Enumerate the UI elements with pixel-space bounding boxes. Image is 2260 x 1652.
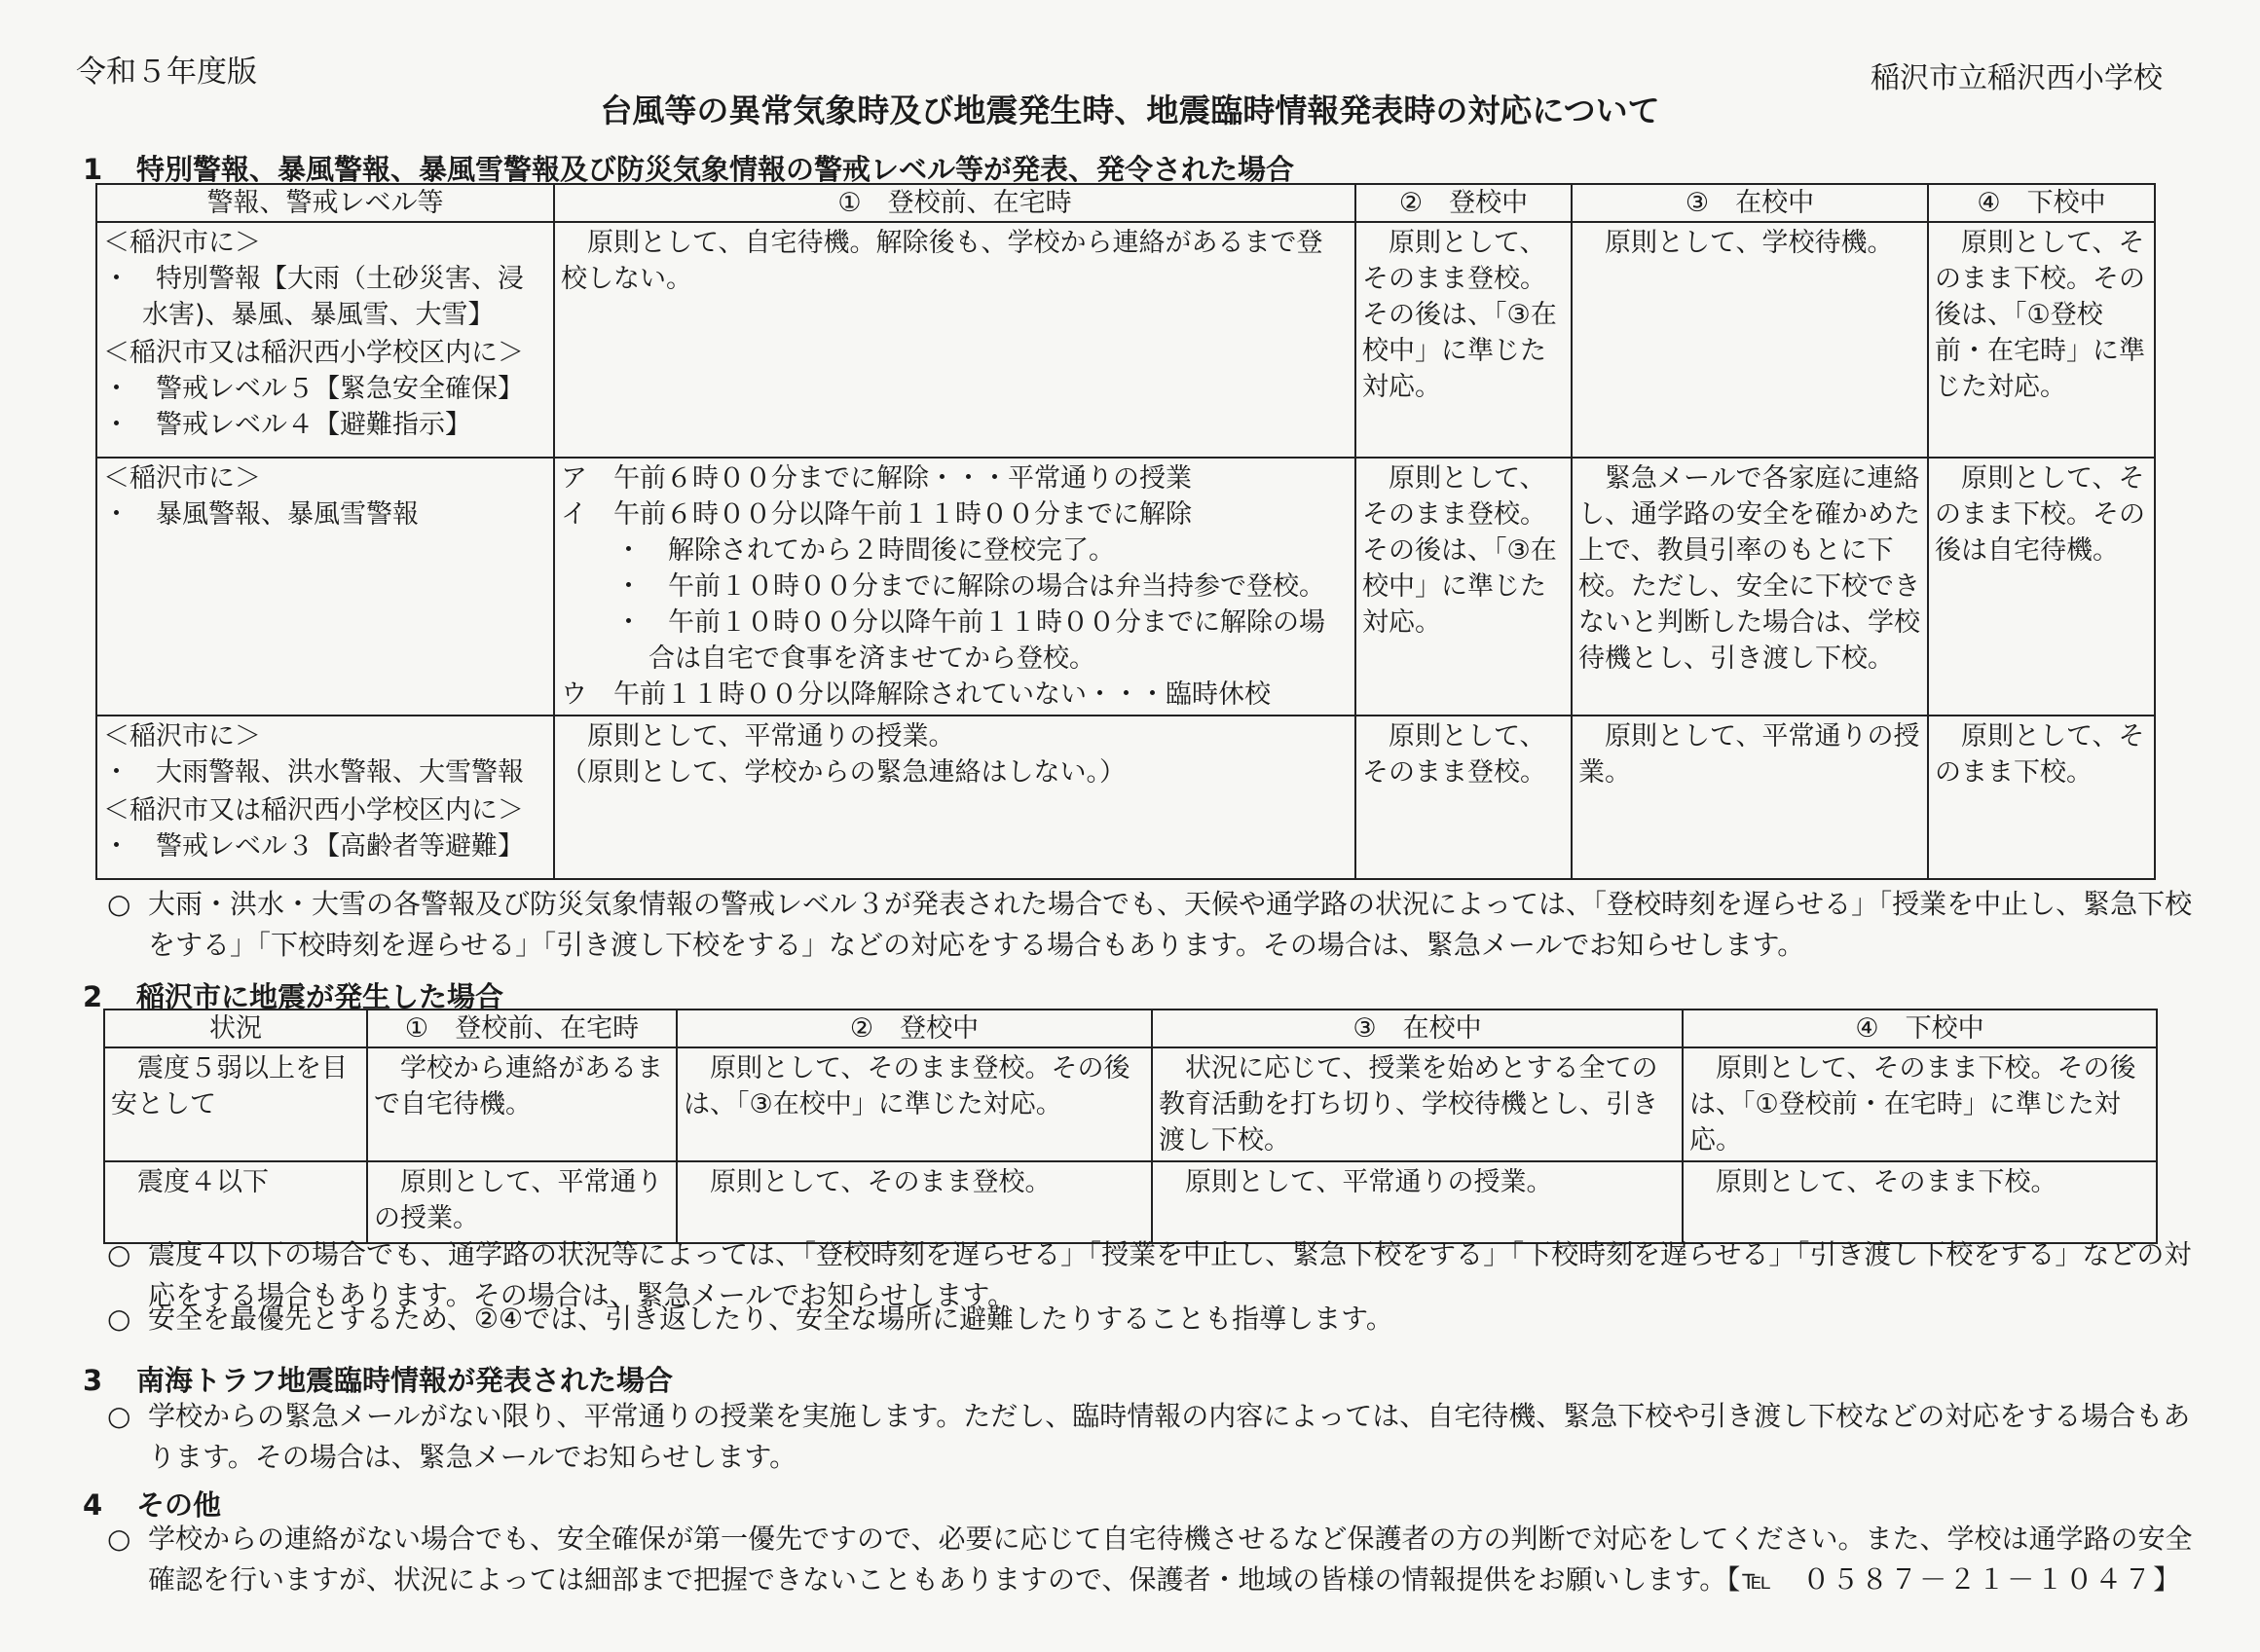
response-cell: 原則として、平常通りの授業。 [1152,1161,1683,1243]
response-cell: 原則として、平常通りの授業。 [367,1161,677,1243]
response-subitem: ・ 午前１０時００分までに解除の場合は弁当持参で登校。 [615,571,1325,602]
response-cell: 原則として、そのまま登校。その後は、「③在校中」に準じた対応。 [1355,222,1572,458]
response-cell: 原則として、そのまま登校。その後は、「③在校中」に準じた対応。 [1355,458,1572,716]
section2-number: 2 [83,980,103,1013]
table-row [96,716,2155,879]
col-header-going-home: ④ 下校中 [1928,184,2155,222]
section3-title: 南海トラフ地震臨時情報が発表された場合 [136,1364,674,1397]
earthquake-table [103,1009,2158,1244]
area-label: ＜稲沢市に＞ [103,721,261,752]
response-cell: 原則として、そのまま下校。 [1683,1161,2157,1243]
warning-item: ・ 暴風警報、暴風雪警報 [103,499,419,530]
table-row [96,458,2155,716]
section1-note [107,884,2212,966]
warning-item: ・ 警戒レベル３【高齢者等避難】 [103,831,524,862]
response-cell [554,458,1355,716]
table-row [104,1161,2157,1243]
response-cell: 原則として、そのまま下校。その後は、「①登校前・在宅時」に準じた対応。 [1683,1047,2157,1161]
response-cell: 原則として、そのまま下校。その後は、「①登校前・在宅時」に準じた対応。 [1928,222,2155,458]
section3-heading [83,1359,673,1399]
earthquake-table-header [104,1010,2157,1047]
response-cell: 緊急メールで各家庭に連絡し、通学路の安全を確かめた上で、教員引率のもとに下校。ただし、安全に下校できないと判断した場合は、学校待機とし、引き渡し下校。 [1572,458,1928,716]
response-subitem: ・ 解除されてから２時間後に登校完了。 [615,535,1115,566]
edition-label: 令和５年度版 [76,55,257,90]
response-item: ア 午前６時００分までに解除・・・平常通りの授業 [561,463,1192,494]
section3-number: 3 [83,1364,103,1397]
area-label: ＜稲沢市又は稲沢西小学校区内に＞ [103,338,524,368]
response-cell: 原則として、学校待機。 [1572,222,1928,458]
response-item: イ 午前６時００分以降午前１１時００分までに解除 [561,499,1192,530]
col-header-going-home: ④ 下校中 [1683,1010,2157,1047]
response-cell: 原則として、そのまま登校。 [677,1161,1152,1243]
col-header-status: 状況 [104,1010,367,1047]
warning-cell [96,458,554,716]
section4-heading [83,1484,221,1524]
warning-table [95,183,2156,880]
response-item: 原則として、平常通りの授業。 [587,721,955,752]
section2-note-2 [107,1299,2212,1340]
response-item: （原則として、学校からの緊急連絡はしない。） [561,757,1126,788]
circle-bullet-icon: ○ [107,888,131,920]
status-cell: 震度４以下 [104,1161,367,1243]
note-text: 安全を最優先とするため、②④では、引き返したり、安全な場所に避難したりすることも指導します。 [148,1303,1393,1335]
table-row [96,222,2155,458]
col-header-commuting: ② 登校中 [1355,184,1572,222]
section4-number: 4 [83,1488,103,1522]
col-header-commuting: ② 登校中 [677,1010,1152,1047]
note-text: 震度４以下の場合でも、通学路の状況等によっては、「登校時刻を遅らせる」「授業を中止し、緊急下校をする」「下校時刻を遅らせる」「引き渡し下校をする」などの対応をする場合もあります。その場合は、緊急メールでお知らせします。 [148,1238,2192,1311]
response-cell: 原則として、自宅待機。解除後も、学校から連絡があるまで登校しない。 [554,222,1355,458]
response-subitem: ・ 午前１０時００分以降午前１１時００分までに解除の場合は自宅で食事を済ませてから登校。 [615,607,1325,674]
circle-bullet-icon: ○ [107,1303,131,1335]
warning-item: ・ 特別警報【大雨（土砂災害、浸水害)、暴風、暴風雪、大雪】 [103,264,524,330]
response-cell: 原則として、平常通りの授業。 [1572,716,1928,879]
warning-item: ・ 大雨警報、洪水警報、大雪警報 [103,757,524,788]
response-cell: 原則として、そのまま下校。その後は自宅待機。 [1928,458,2155,716]
section1-title: 特別警報、暴風警報、暴風雪警報及び防災気象情報の警戒レベル等が発表、発令された場合 [136,153,1295,186]
warning-table-header [96,184,2155,222]
section2-title: 稲沢市に地震が発生した場合 [136,980,504,1013]
area-label: ＜稲沢市に＞ [103,463,261,494]
response-cell: 状況に応じて、授業を始めとする全ての教育活動を打ち切り、学校待機とし、引き渡し下校。 [1152,1047,1683,1161]
warning-cell [96,716,554,879]
col-header-warning: 警報、警戒レベル等 [96,184,554,222]
response-cell: 原則として、そのまま登校。その後は、「③在校中」に準じた対応。 [677,1047,1152,1161]
school-phone-number: 【℡ ０５８７－２１－１０４７】 [1726,1563,2183,1596]
note-text: 大雨・洪水・大雪の各警報及び防災気象情報の警戒レベル３が発表された場合でも、天候や通学路の状況によっては、「登校時刻を遅らせる」「授業を中止し、緊急下校をする」「下校時刻を遅らせる」「引き渡し下校をする」などの対応をする場合もあります。その場合は、緊急メールでお知らせします。 [148,888,2193,961]
circle-bullet-icon: ○ [107,1238,131,1270]
col-header-at-school: ③ 在校中 [1152,1010,1683,1047]
circle-bullet-icon: ○ [107,1523,131,1555]
area-label: ＜稲沢市に＞ [103,228,261,258]
table-row [104,1047,2157,1161]
response-cell: 学校から連絡があるまで自宅待機。 [367,1047,677,1161]
section3-note [107,1396,2212,1478]
col-header-at-school: ③ 在校中 [1572,184,1928,222]
area-label: ＜稲沢市又は稲沢西小学校区内に＞ [103,795,524,826]
col-header-before-school: ① 登校前、在宅時 [367,1010,677,1047]
warning-item: ・ 警戒レベル４【避難指示】 [103,410,471,440]
section1-number: 1 [83,153,103,186]
note-text: 学校からの緊急メールがない限り、平常通りの授業を実施します。ただし、臨時情報の内容によっては、自宅待機、緊急下校や引き渡し下校などの対応をする場合もあります。その場合は、緊急メールでお知らせします。 [148,1400,2191,1473]
school-name: 稲沢市立稲沢西小学校 [1871,61,2163,95]
warning-item: ・ 警戒レベル５【緊急安全確保】 [103,374,524,404]
section4-title: その他 [136,1488,222,1522]
section1-heading [83,148,1294,188]
response-cell: 原則として、そのまま下校。 [1928,716,2155,879]
note-text: 学校からの連絡がない場合でも、安全確保が第一優先ですので、必要に応じて自宅待機させるなど保護者の方の判断で対応をしてください。また、学校は通学路の安全確認を行いますが、状況によっては細部まで把握できないこともありますので、保護者・地域の皆様の情報提供をお願いします。 [148,1523,2193,1596]
document-title: 台風等の異常気象時及び地震発生時、地震臨時情報発表時の対応について [600,92,1660,129]
status-cell: 震度５弱以上を目安として [104,1047,367,1161]
warning-cell [96,222,554,458]
response-item: ウ 午前１１時００分以降解除されていない・・・臨時休校 [561,679,1271,710]
response-cell [554,716,1355,879]
response-cell: 原則として、そのまま登校。 [1355,716,1572,879]
circle-bullet-icon: ○ [107,1400,131,1432]
section4-note [107,1519,2212,1600]
col-header-before-school: ① 登校前、在宅時 [554,184,1355,222]
